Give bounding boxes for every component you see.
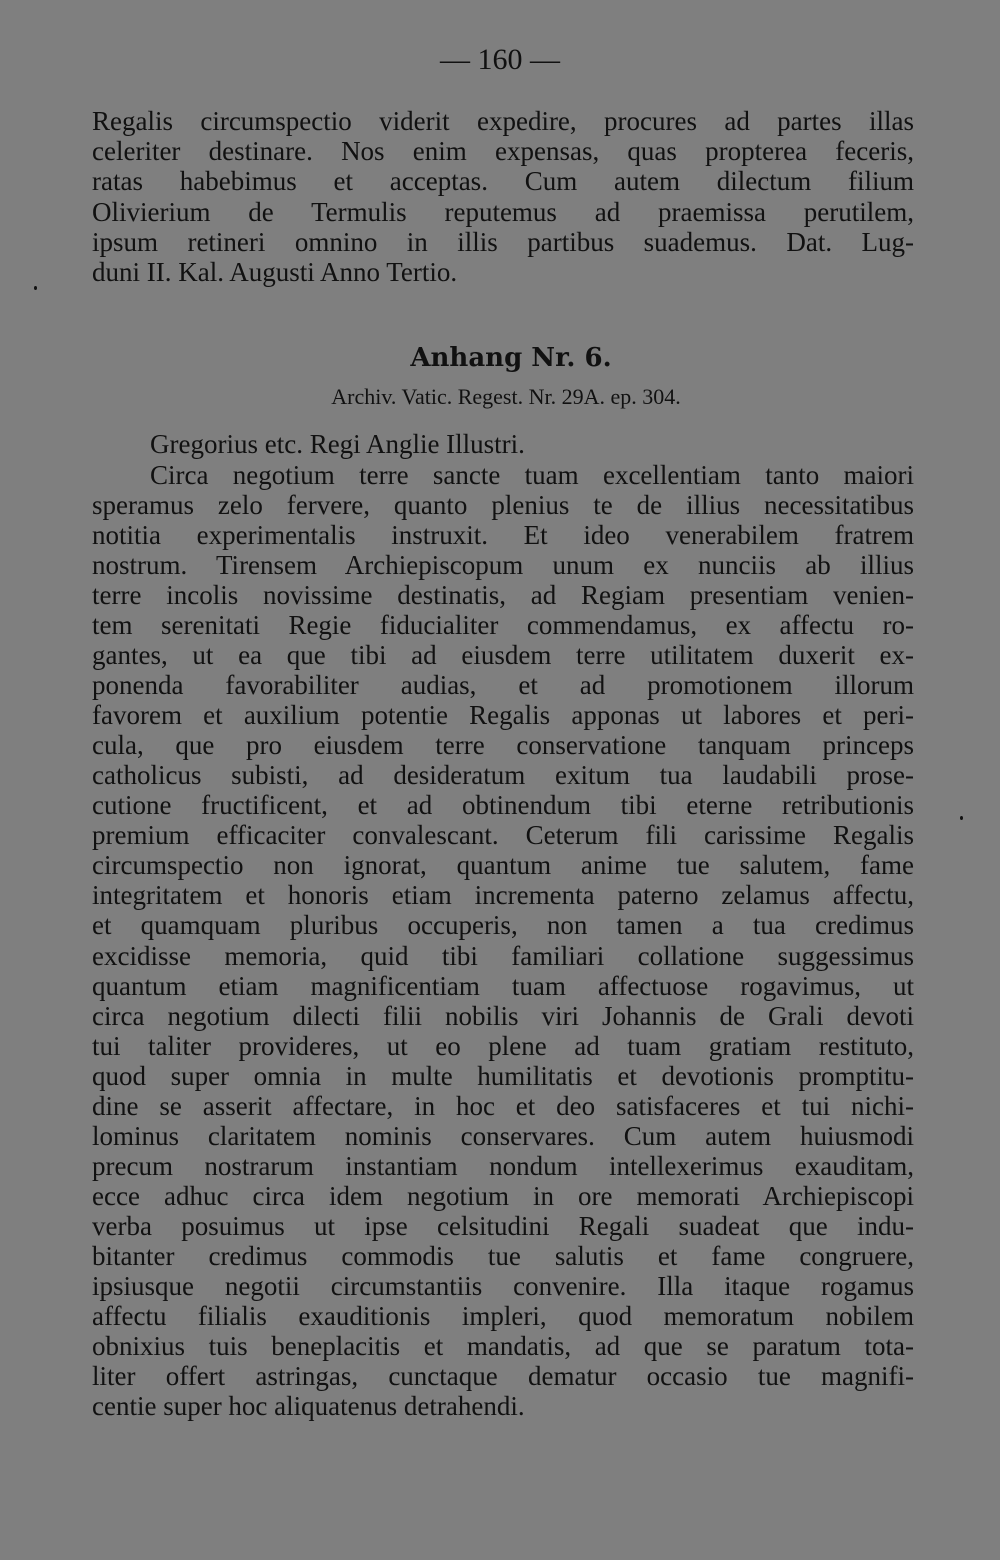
text-line: ipsum retineri omnino in illis partibus suademus. Dat. Lug-: [92, 227, 914, 257]
text-line: ecce adhuc circa idem negotium in ore memorati Archiepiscopi: [92, 1181, 914, 1211]
text-line: verba posuimus ut ipse celsitudini Regali suadeat que indu-: [92, 1211, 914, 1241]
appendix-title: Anhang Nr. 6.: [410, 343, 612, 373]
archive-reference: Archiv. Vatic. Regest. Nr. 29A. ep. 304.: [331, 384, 681, 409]
print-speck: [34, 286, 37, 290]
text-line: tem serenitati Regie fiducialiter commendamus, ex affectu ro-: [92, 610, 914, 640]
text-line: Circa negotium terre sancte tuam excellentiam tanto maiori: [150, 460, 914, 490]
text-line: nostrum. Tirensem Archiepiscopum unum ex nunciis ab illius: [92, 550, 914, 580]
text-line: speramus zelo fervere, quanto plenius te de illius necessitatibus: [92, 490, 914, 520]
text-line: circumspectio non ignorat, quantum anime tue salutem, fame: [92, 850, 914, 880]
salutation: Gregorius etc. Regi Anglie Illustri.: [150, 429, 525, 459]
text-line: ponenda favorabiliter audias, et ad promotionem illorum: [92, 670, 914, 700]
text-line: quantum etiam magnificentiam tuam affectuose rogavimus, ut: [92, 971, 914, 1001]
text-line: notitia experimentalis instruxit. Et ideo venerabilem fratrem: [92, 520, 914, 550]
text-line: premium efficaciter convalescant. Ceterum fili carissime Regalis: [92, 820, 914, 850]
text-line: catholicus subisti, ad desideratum exitum tua laudabili prose-: [92, 760, 914, 790]
text-line: bitanter credimus commodis tue salutis et fame congruere,: [92, 1241, 914, 1271]
text-line: dine se asserit affectare, in hoc et deo satisfaceres et tui nichi-: [92, 1091, 914, 1121]
text-line: terre incolis novissime destinatis, ad Regiam presentiam venien-: [92, 580, 914, 610]
text-line: favorem et auxilium potentie Regalis apponas ut labores et peri-: [92, 700, 914, 730]
text-line: quod super omnia in multe humilitatis et devotionis promptitu-: [92, 1061, 914, 1091]
text-line: obnixius tuis beneplacitis et mandatis, ad que se paratum tota-: [92, 1331, 914, 1361]
text-line: Olivierium de Termulis reputemus ad praemissa perutilem,: [92, 197, 914, 227]
text-line: circa negotium dilecti filii nobilis viri Johannis de Grali devoti: [92, 1001, 914, 1031]
text-line: centie super hoc aliquatenus detrahendi.: [92, 1391, 525, 1421]
text-line: excidisse memoria, quid tibi familiari collatione suggessimus: [92, 941, 914, 971]
text-line: gantes, ut ea que tibi ad eiusdem terre utilitatem duxerit ex-: [92, 640, 914, 670]
text-line: et quamquam pluribus occuperis, non tamen a tua credimus: [92, 910, 914, 940]
text-line: affectu filialis exauditionis impleri, quod memoratum nobilem: [92, 1301, 914, 1331]
text-line: tui taliter provideres, ut eo plene ad tuam gratiam restituto,: [92, 1031, 914, 1061]
text-line: ratas habebimus et acceptas. Cum autem dilectum filium: [92, 166, 914, 196]
text-line: precum nostrarum instantiam nondum intellexerimus exauditam,: [92, 1151, 914, 1181]
text-line: ipsiusque negotii circumstantiis convenire. Illa itaque rogamus: [92, 1271, 914, 1301]
text-line: celeriter destinare. Nos enim expensas, quas propterea feceris,: [92, 136, 914, 166]
page-number: — 160 —: [440, 43, 560, 76]
text-line: duni II. Kal. Augusti Anno Tertio.: [92, 257, 458, 287]
text-line: Regalis circumspectio viderit expedire, procures ad partes illas: [92, 106, 914, 136]
text-line: cutione fructificent, et ad obtinendum tibi eterne retributionis: [92, 790, 914, 820]
text-line: lominus claritatem nominis conservares. Cum autem huiusmodi: [92, 1121, 914, 1151]
text-line: integritatem et honoris etiam incrementa paterno zelamus affectu,: [92, 880, 914, 910]
print-speck: [960, 816, 963, 820]
text-line: cula, que pro eiusdem terre conservatione tanquam princeps: [92, 730, 914, 760]
text-line: liter offert astringas, cunctaque dematur occasio tue magnifi-: [92, 1361, 914, 1391]
